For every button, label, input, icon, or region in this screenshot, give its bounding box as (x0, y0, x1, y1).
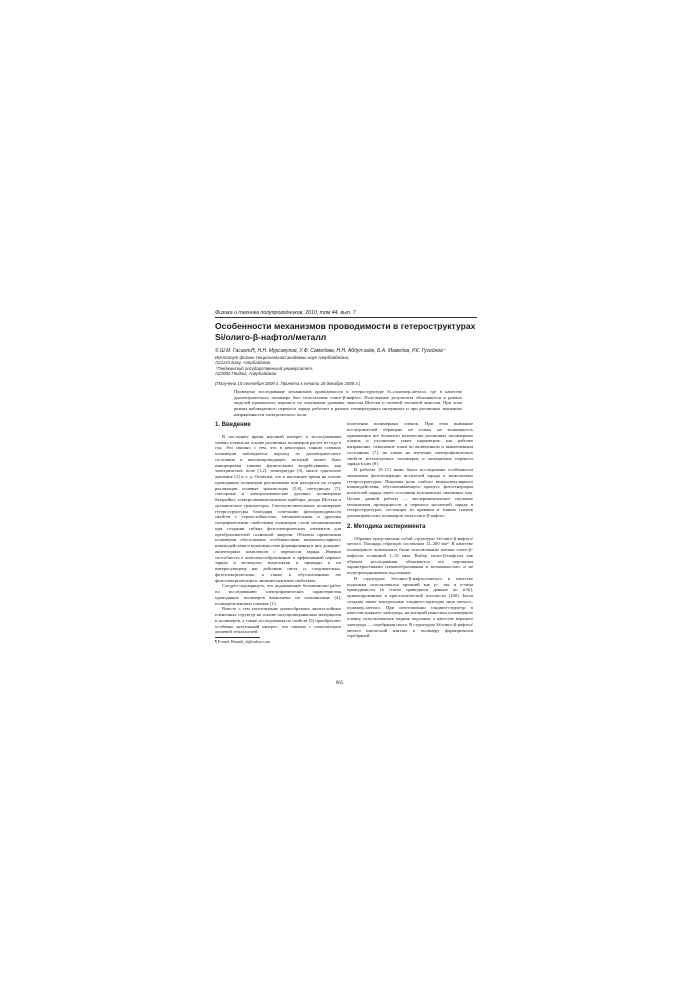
abstract: Проведено исследование механизмов проводимости в гетероструктуре Si–полимер–металл, где в качестве диэлектрического полимера был использован олиго-β-нафтол. Полученные результаты объясняются в рамках моделей прыжкового переноса по локальным уровням, эмиссии Шоттки и полевой тепловой эмиссии. При этом режим наблюдаемого переноса заряда работает в разных температурных интервалах и при различных значениях напряжённости электрического поля. (234, 389, 462, 417)
paragraph: Вместе с тем изготовление разнообразных многослойных пленочных структур на основе полупроводниковых материалов и полимеров, а также исследования их свойств [5] приобретают особенно актуальный интерес, что связано с относительно дешевой технологией (215, 606, 341, 635)
left-column (215, 421, 341, 645)
journal-header: Физика и техника полупроводников, 2010, том 44, вып. 7 (215, 310, 477, 318)
footnote-email: ¶ E-mail: Hasanli_sh@yahoo.com (215, 639, 270, 644)
section-title-intro: 1. Введение (215, 422, 251, 428)
affiliation-line: AZ2000 Гянджа, Азербайджан (215, 371, 277, 377)
paragraph: В работах [9–11] нами были исследованы особенности механизма фотогенерации носителей заряда в межслоевых гетероструктурах. Показана роль слабого межмолекулярного взаимодействия, обусловливающего процесс фотогенерации носителей заряда через состояния кулоновских связанных пар. Целью данной работы — экспериментальное изучение механизмов проводимости и переноса носителей заряда в гетероструктурах, состоящих из кремния и тонких пленок диэлектрических полимеров типа олиго-β-нафтол. (347, 467, 473, 518)
author-list: © Ш.М. Гасанли¶, Н.Н. Мурсакулов, У.Ф. Самедова, Н.Н. Абдул-заде, Б.А. Мамедов, Р.К. Гусейнов⁺ (215, 348, 446, 354)
right-column (347, 421, 473, 639)
paper-title (215, 321, 477, 342)
section-title-method: 2. Методика эксперимента (347, 523, 426, 530)
affiliations (215, 355, 385, 377)
title-line-2: Si/олиго-β-нафтол/металл (215, 331, 327, 342)
affiliation-line: AZ1143 Баку, Азербайджан (215, 360, 271, 366)
paragraph: В структурах Si/олиго-β-нафтол/металл в качестве подложки использовался кремний как p-, так и n-типа проводимости (в статье приводятся данные по n-Si), ориентированные в кристаллической плоскости (100). Были созданы также контрольные сэндвич-структуры типа металл–полимер–металл. При изготовлении сэндвич-структур в качестве нижнего электрода, на который наносили полимерную пленку, использовались медная подложка, а качестве верхнего электрода — серебряная паста. В структурах Si/олиго-β-нафтол/металл омический контакт к полимеру формировался серебряной (347, 575, 473, 639)
page-number: 865 (336, 681, 344, 686)
affiliation-line: Институт физики Национальной академии наук Азербайджана, (215, 355, 350, 360)
paragraph: В последнее время научный интерес к исследованиям тонких пленок на основе различных полимеров растет из года в год. Это связано с тем, что в некоторых тонких пленках полимеров наблюдается переход из диэлектрического состояния в высокопроводящее, который может быть инициирован такими физическими воздействиями, как электрическое поле [1,2], температура [3], малое одноосное давление [2] и т. д. Отметим, что в настоящее время на основе проводящих полимеров реализованы или находятся на стадии реализации полевые транзисторы [5,6], светодиоды [7], сенсорные и электрохимические датчики, полимерные батарейки, электролюминесцентные приборы, диоды Шоттки и органические транзисторы. Светочувствительные полимерные гетероструктуры благодаря сочетанию фотопроводимости свойств с термостойкостью, механическими и другими специфическими свойствами полимеров стали незаменимыми при создании гибких фотоэлектрических элементов для преобразователей солнечной энергии. Объекты применения полимеров обусловлены особенностями межмолекулярного взаимодействия и возможностью формирования в них донорно-акцепторных комплексов с переносом заряда. Именно способность к комплексообразованию и эффективный перенос заряда в молекулах комплексов и приводят к их интересующему нас действию света, и, следовательно, фотоэлектрическим, а также к обусловленным ею фотоэлектрическим и люминесцентным свойствам. (215, 433, 341, 583)
received-date: (Получена 15 сентября 2009 г. Принята к печати 18 декабря 2009 г.) (215, 381, 361, 386)
paragraph: получения полимерных пленок. При этом внимание исследователей обращено не только на возможность применения все большего количества различных полимерных пленок и улучшение таких параметров, как рабочее напряжение, отношение токов во включенном и выключенном состояниях [7], но также на изучение электрофизических свойств используемых полимеров и механизмов переноса заряда в них [8]. (347, 421, 473, 467)
paragraph: Следует подчеркнуть, что подавляющее большинство работ по исследованию электрофизических характеристик проводящих полимеров выполнено на полианилине [4], полиацетиленовых пленках [1]. (215, 583, 341, 606)
title-line-1: Особенности механизмов проводимости в гетероструктурах (215, 321, 476, 331)
paragraph: Образцы представляли собой структуры Si/олиго-β-нафтол/металл. Площадь образцов составляла 12–200 мм². В качестве полимерного компонента были использованы пленки олиго-β-нафтола толщиной 1–10 мкм. Выбор олиго-β-нафтола как объекта исследования объясняется его хорошими характеристиками пленкообразования и возможностью, и не полупроводниковым подложкам. (347, 535, 473, 575)
affiliation-line: ⁺Гянджинский государственный университет, (215, 365, 314, 371)
